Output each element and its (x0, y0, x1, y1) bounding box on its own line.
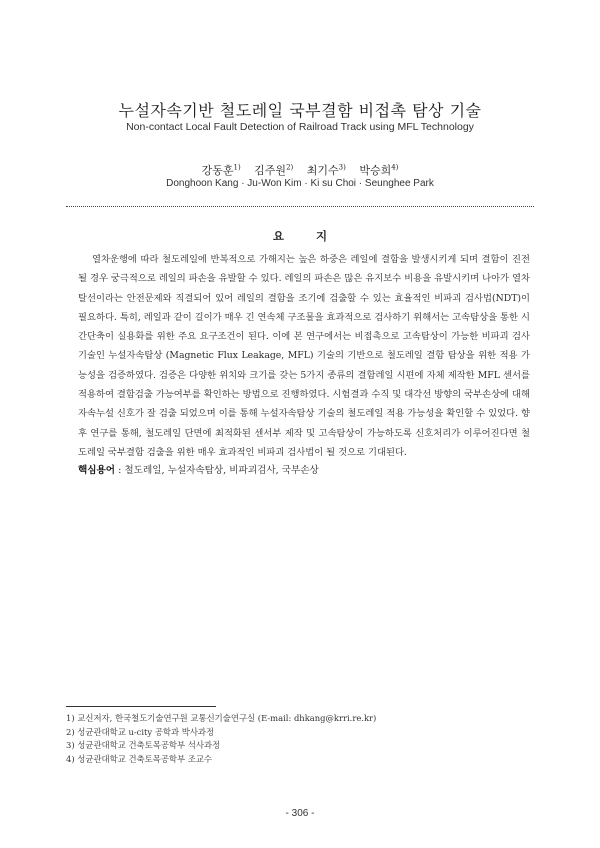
section-divider (66, 206, 534, 207)
author-3 (307, 164, 346, 177)
author-name: 강동훈 (201, 164, 234, 177)
author-name: 김주원 (254, 164, 287, 177)
author-footnote-mark: 3) (338, 163, 346, 172)
abstract-heading: 요 지 (272, 229, 342, 243)
footnote-2: 2) 성균관대학교 u-city 공학과 박사과정 (66, 726, 215, 737)
keywords (78, 462, 530, 476)
footnote-3: 3) 성균관대학교 건축토목공학부 석사과정 (66, 740, 221, 751)
page-number: - 306 - (285, 808, 315, 819)
footnote-4: 4) 성균관대학교 건축토목공학부 조교수 (66, 753, 213, 764)
keywords-label: 핵심용어 (78, 465, 116, 476)
author-name: 최기수 (306, 164, 339, 177)
author-footnote-mark: 4) (391, 163, 399, 172)
author-2 (254, 164, 293, 177)
authors-korean (0, 162, 600, 178)
footnotes (66, 712, 536, 766)
title-korean: 누설자속기반 철도레일 국부결함 비접촉 탐상 기술 (118, 101, 482, 120)
abstract-text: 열차운행에 따라 철도레일에 반복적으로 가해지는 높은 하중은 레일에 결함을 발생시키게 되며 결함이 진전될 경우 궁극적으로 레일의 파손을 유발할 수 있다. 레일의 파손은 많은 유지보수 비용을 유발시키며 나아가 열차탈선이라는 안전문제와 직결되어 있어 레일의 결함을 조기에 검출할 수 있는 효율적인 비파괴 검사법(NDT)이 필요하다. 특히, 레일과 같이 길이가 매우 긴 연속체 구조물을 효과적으로 검사하기 위해서는 고속탐상을 통한 시간단축이 실용화를 위한 주요 요구조건이 된다. 이에 본 연구에서는 비접촉으로 고속탐상이 가능한 비파괴 검사기술인 누설자속탐상 (Magnetic Flux Leakage, MFL) 기술의 기반으로 철도레일 결함 탐상을 위한 적용 가능성을 검증하였다. 검증은 다양한 위치와 크기를 갖는 5가지 종류의 결함레일 시편에 자체 제작한 MFL 센서를 적용하여 결함검출 가능여부를 확인하는 방법으로 진행하였다. 시험결과 수직 및 대각선 방향의 국부손상에 대해 자속누설 신호가 잘 검출 되었으며 이를 통해 누설자속탐상 기술의 철도레일 적용 가능성을 확인할 수 있었다. 향후 연구를 통해, 철도레일 단면에 최적화된 센서부 제작 및 고속탐상이 가능하도록 신호처리가 이루어진다면 철도레일 국부결함 검출을 위한 매우 효과적인 비파괴 검사법이 될 것으로 기대된다. (78, 254, 530, 458)
title-english: Non-contact Local Fault Detection of Railroad Track using MFL Technology (126, 121, 474, 133)
author-1 (202, 164, 241, 177)
author-name: 박승희 (359, 164, 392, 177)
footnote-rule (66, 706, 216, 707)
footnote-1: 1) 교신저자, 한국철도기술연구원 교통신기술연구실 (E-mail: dhkang@krri.re.kr) (66, 713, 377, 723)
authors-english: Donghoon Kang · Ju-Won Kim · Ki su Choi · Seunghee Park (166, 178, 434, 189)
author-4 (359, 164, 398, 177)
author-footnote-mark: 2) (286, 163, 294, 172)
author-footnote-mark: 1) (233, 163, 241, 172)
keywords-list: : 철도레일, 누설자속탐상, 비파괴검사, 국부손상 (115, 465, 319, 476)
